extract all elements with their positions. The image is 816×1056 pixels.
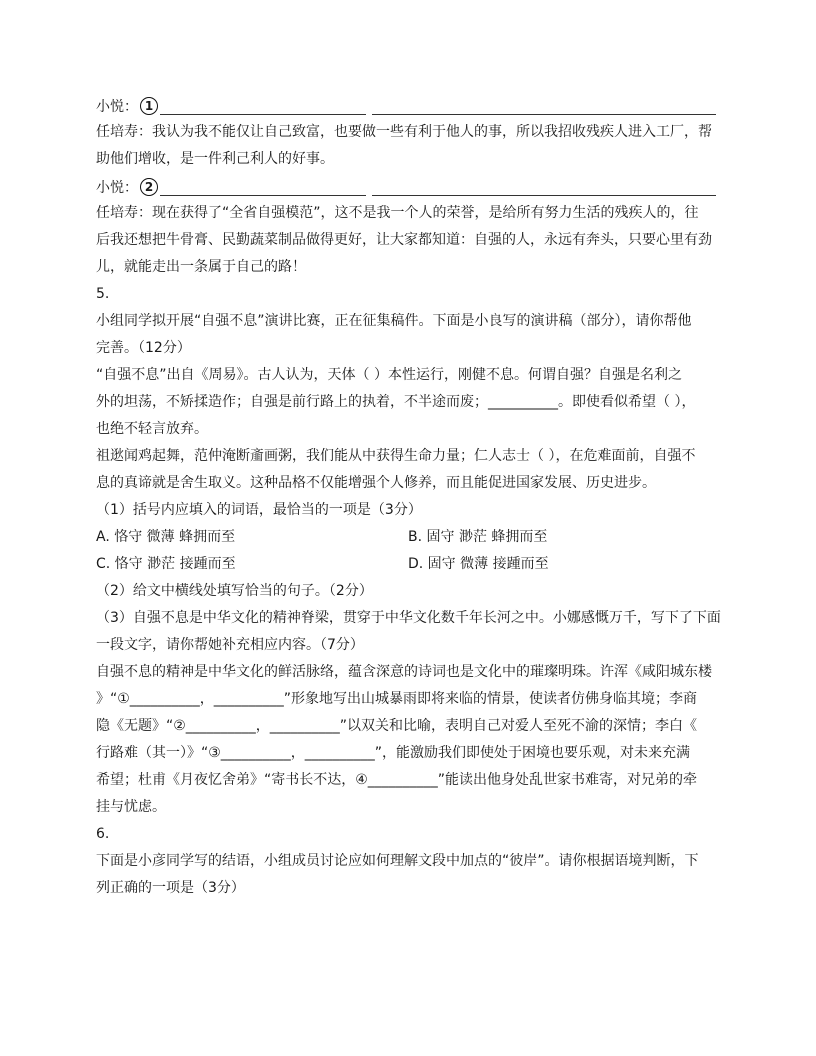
question-number: 5. bbox=[96, 286, 110, 302]
option-d[interactable]: D. 固守 微薄 接踵而至 bbox=[408, 556, 549, 572]
passage-line: 希望；杜甫《月夜忆舍弟》“寄书长不达，④__________”能读出他身处乱世家书难寄，对兄弟的牵 bbox=[96, 772, 698, 788]
options-row bbox=[96, 524, 722, 551]
question-number: 6. bbox=[96, 826, 110, 842]
question-text: 下面是小彦同学写的结语，小组成员讨论应如何理解文段中加点的“彼岸”。请你根据语境判断，下 bbox=[96, 853, 699, 869]
dialogue-line: 后我还想把牛骨膏、民勤蔬菜制品做得更好，让大家都知道：自强的人，永远有奔头，只要心里有劲 bbox=[96, 232, 712, 248]
passage-line: 挂与忧虑。 bbox=[96, 799, 166, 815]
answer-blank[interactable] bbox=[372, 96, 716, 115]
option-a[interactable]: A. 恪守 微薄 蜂拥而至 bbox=[96, 529, 236, 545]
question-text: 完善。（12分） bbox=[96, 340, 191, 356]
option-b[interactable]: B. 固守 渺茫 蜂拥而至 bbox=[408, 529, 548, 545]
answer-blank[interactable] bbox=[372, 177, 716, 196]
sub-question: （2）给文中横线处填写恰当的句子。（2分） bbox=[96, 583, 373, 599]
dialogue-line: 任培寿：我认为我不能仅让自己致富，也要做一些有利于他人的事，所以我招收残疾人进入工厂，帮 bbox=[96, 124, 712, 140]
answer-blank[interactable] bbox=[160, 96, 366, 115]
speaker-label: 小悦： bbox=[96, 98, 138, 115]
answer-blank[interactable] bbox=[160, 177, 366, 196]
passage-line: 也绝不轻言放弃。 bbox=[96, 421, 208, 437]
passage-line: 息的真谛就是舍生取义。这种品格不仅能增强个人修养，而且能促进国家发展、历史进步。 bbox=[96, 475, 656, 491]
passage-line: 》“①__________，__________”形象地写出山城暴雨即将来临的情景，使读者仿佛身临其境；李商 bbox=[96, 691, 698, 707]
sub-question: （1）括号内应填入的词语，最恰当的一项是（3分） bbox=[96, 502, 422, 518]
passage-line: 隐《无题》“②__________，__________”以双关和比喻，表明自己对爱人至死不渝的深情；李白《 bbox=[96, 718, 698, 734]
passage-line: 祖逖闻鸡起舞，范仲淹断齑画粥，我们能从中获得生命力量；仁人志士（ ），在危难面前，自强不 bbox=[96, 448, 696, 464]
question-text: 小组同学拟开展“自强不息”演讲比赛，正在征集稿件。下面是小良写的演讲稿（部分），请你帮他 bbox=[96, 313, 692, 329]
question-text: 列正确的一项是（3分） bbox=[96, 880, 245, 896]
xiaoyue-blank-row-1 bbox=[96, 92, 722, 119]
dialogue-line: 任培寿：现在获得了“全省自强模范”，这不是我一个人的荣誉，是给所有努力生活的残疾人的，往 bbox=[96, 205, 699, 221]
dialogue-line: 助他们增收，是一件利己利人的好事。 bbox=[96, 151, 334, 167]
dialogue-line: 儿，就能走出一条属于自己的路！ bbox=[96, 259, 306, 275]
passage-line: “自强不息”出自《周易》。古人认为，天体（ ）本性运行，刚健不息。何谓自强？自强是名利之 bbox=[96, 367, 682, 383]
options-row bbox=[96, 551, 722, 578]
sub-question: （3）自强不息是中华文化的精神脊梁，贯穿于中华文化数千年长河之中。小娜感慨万千，写下了下面 bbox=[96, 610, 721, 626]
exam-page bbox=[96, 92, 722, 902]
passage-line: 自强不息的精神是中华文化的鲜活脉络，蕴含深意的诗词也是文化中的璀璨明珠。许浑《咸阳城东楼 bbox=[96, 664, 712, 680]
xiaoyue-blank-row-2 bbox=[96, 173, 722, 200]
passage-line: 外的坦荡，不矫揉造作；自强是前行路上的执着，不半途而废；__________。即使看似希望（ ）， bbox=[96, 394, 696, 410]
option-c[interactable]: C. 恪守 渺茫 接踵而至 bbox=[96, 556, 236, 572]
speaker-label: 小悦： bbox=[96, 179, 138, 196]
passage-line: 行路难（其一）》“③__________，__________”，能激励我们即使处于困境也要乐观，对未来充满 bbox=[96, 745, 691, 761]
circled-number-2: 2 bbox=[140, 178, 158, 196]
circled-number-1: 1 bbox=[140, 97, 158, 115]
sub-question: 一段文字，请你帮她补充相应内容。（7分） bbox=[96, 637, 364, 653]
